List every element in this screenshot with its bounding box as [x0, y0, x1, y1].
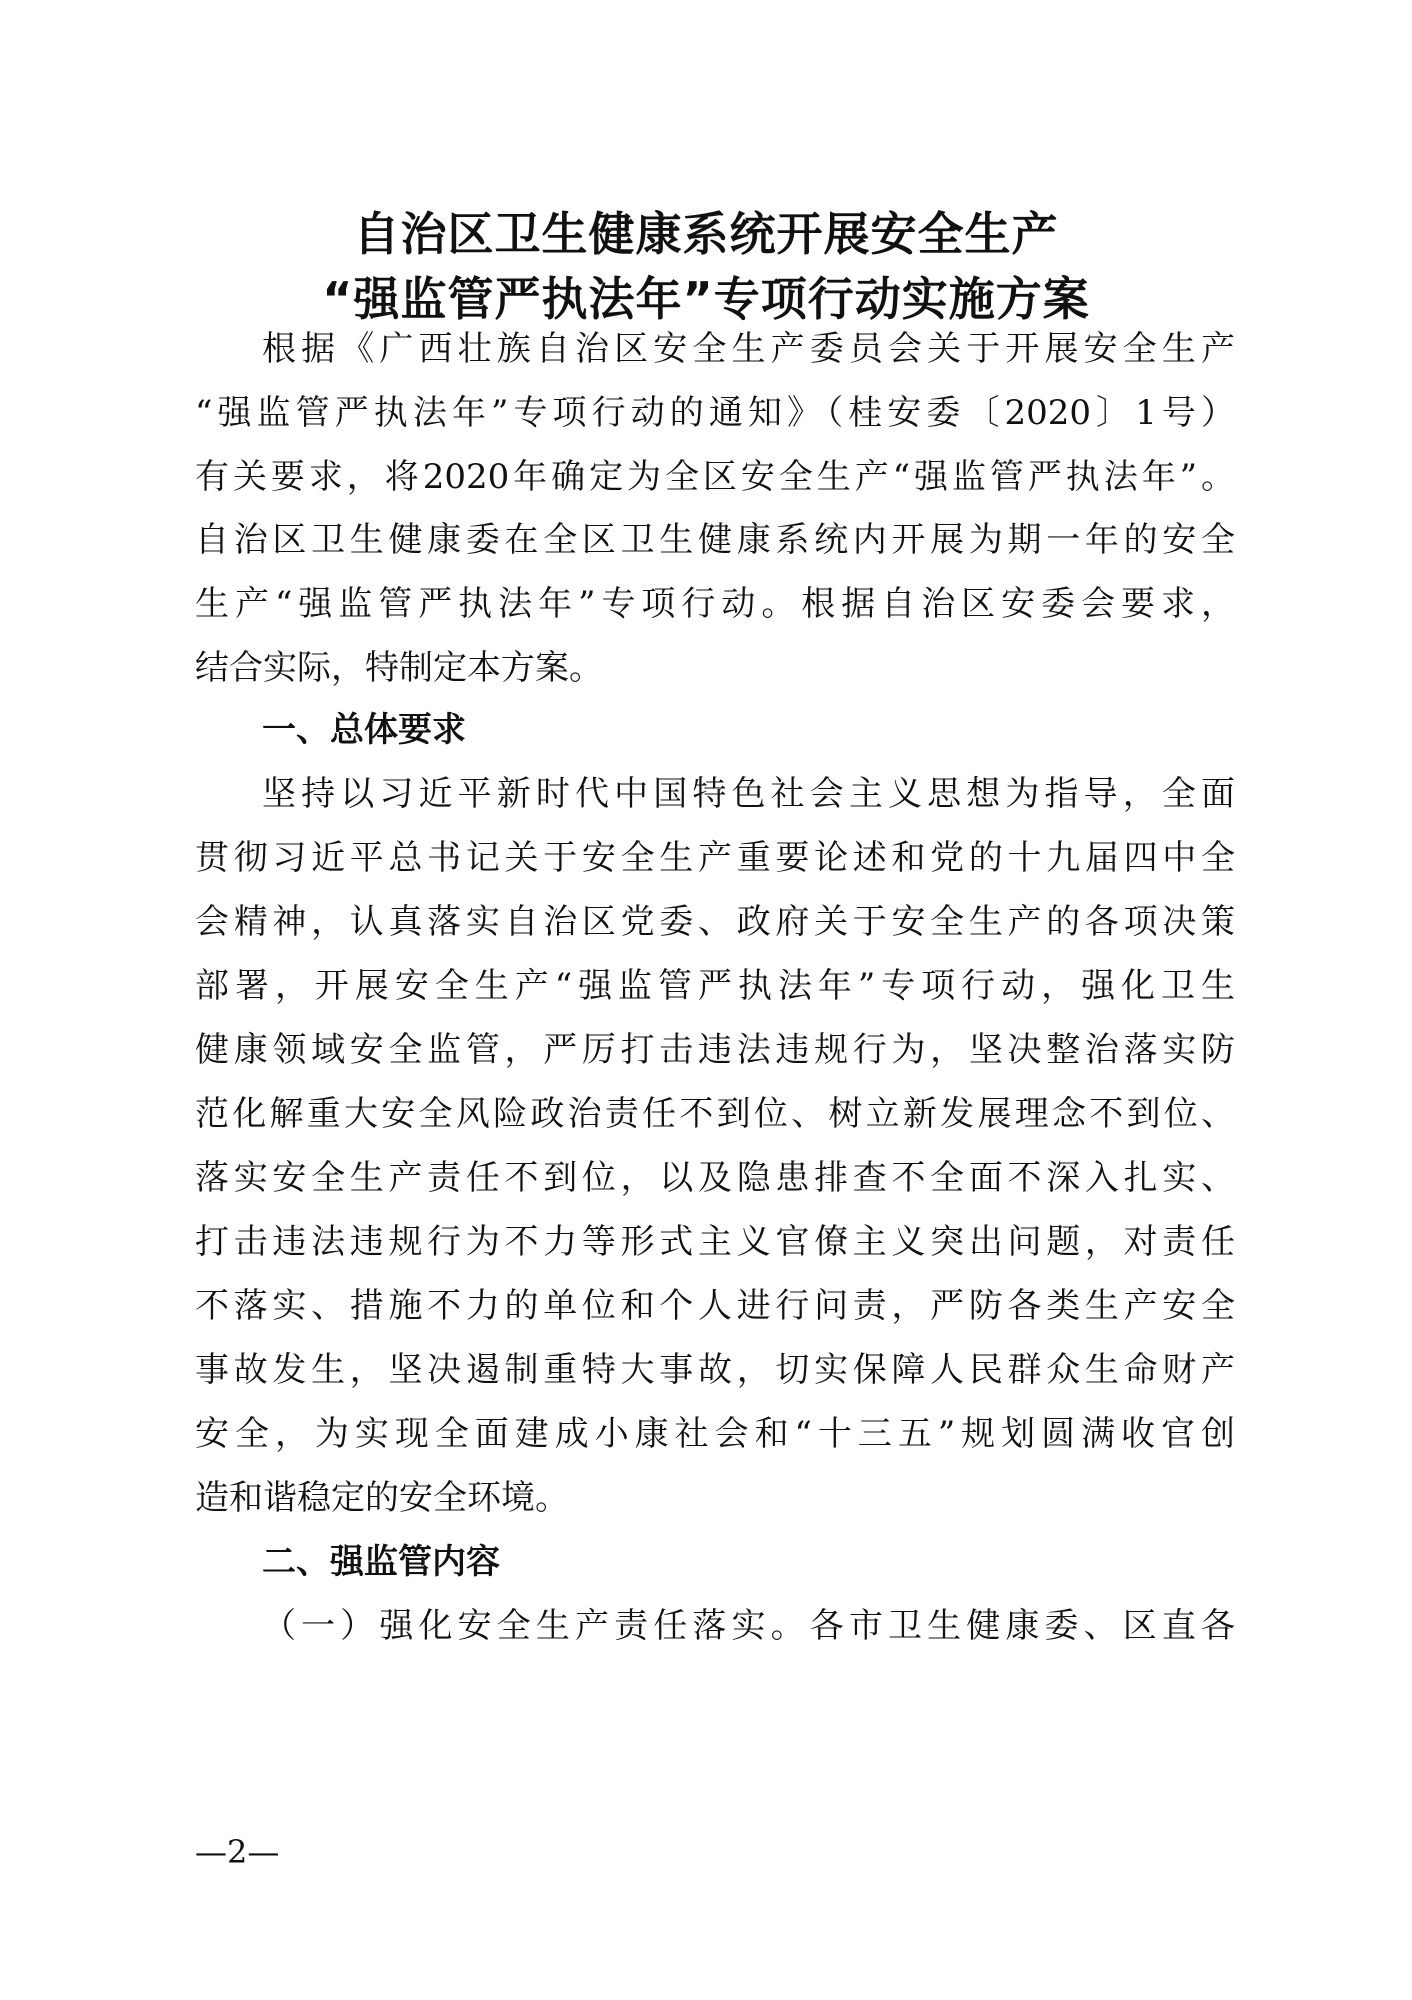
section-1-line-8: 打击违法违规行为不力等形式主义官僚主义突出问题，对责任 [195, 1222, 1235, 1262]
intro-line-1: 根据《广西壮族自治区安全生产委员会关于开展安全生产 [262, 329, 1235, 369]
section-2-line-1: （一）强化安全生产责任落实。各市卫生健康委、区直各 [262, 1606, 1235, 1646]
section-1-line-2: 贯彻习近平总书记关于安全生产重要论述和党的十九届四中全 [195, 838, 1235, 878]
section-1-line-7: 落实安全生产责任不到位，以及隐患排查不全面不深入扎实、 [195, 1158, 1235, 1198]
intro-line-2: “强监管严执法年”专项行动的通知》（桂安委〔2020〕1号） [195, 393, 1235, 433]
section-1-line-3: 会精神，认真落实自治区党委、政府关于安全生产的各项决策 [195, 902, 1235, 942]
document-title-line-1: 自治区卫生健康系统开展安全生产 [353, 207, 1059, 261]
section-1-line-10: 事故发生，坚决遏制重特大事故，切实保障人民群众生命财产 [195, 1350, 1235, 1390]
intro-line-6: 结合实际，特制定本方案。 [195, 648, 603, 688]
section-1-line-1: 坚持以习近平新时代中国特色社会主义思想为指导，全面 [262, 774, 1235, 814]
section-1-line-11: 安全，为实现全面建成小康社会和“十三五”规划圆满收官创 [195, 1414, 1235, 1454]
section-1-line-12: 造和谐稳定的安全环境。 [195, 1478, 569, 1518]
document-title-line-2: “强监管严执法年”专项行动实施方案 [322, 272, 1090, 326]
section-1-line-5: 健康领域安全监管，严厉打击违法违规行为，坚决整治落实防 [195, 1030, 1235, 1070]
intro-line-3: 有关要求，将2020年确定为全区安全生产“强监管严执法年”。 [195, 457, 1235, 497]
page-number: —2— [195, 1833, 280, 1871]
section-1-line-6: 范化解重大安全风险政治责任不到位、树立新发展理念不到位、 [195, 1094, 1235, 1134]
section-1-line-9: 不落实、措施不力的单位和个人进行问责，严防各类生产安全 [195, 1286, 1235, 1326]
intro-line-4: 自治区卫生健康委在全区卫生健康系统内开展为期一年的安全 [195, 520, 1235, 560]
section-heading-supervision-content: 二、强监管内容 [262, 1542, 500, 1582]
section-heading-general-requirements: 一、总体要求 [262, 710, 466, 750]
section-1-line-4: 部署，开展安全生产“强监管严执法年”专项行动，强化卫生 [195, 966, 1235, 1006]
intro-line-5: 生产“强监管严执法年”专项行动。根据自治区安委会要求， [195, 584, 1235, 624]
